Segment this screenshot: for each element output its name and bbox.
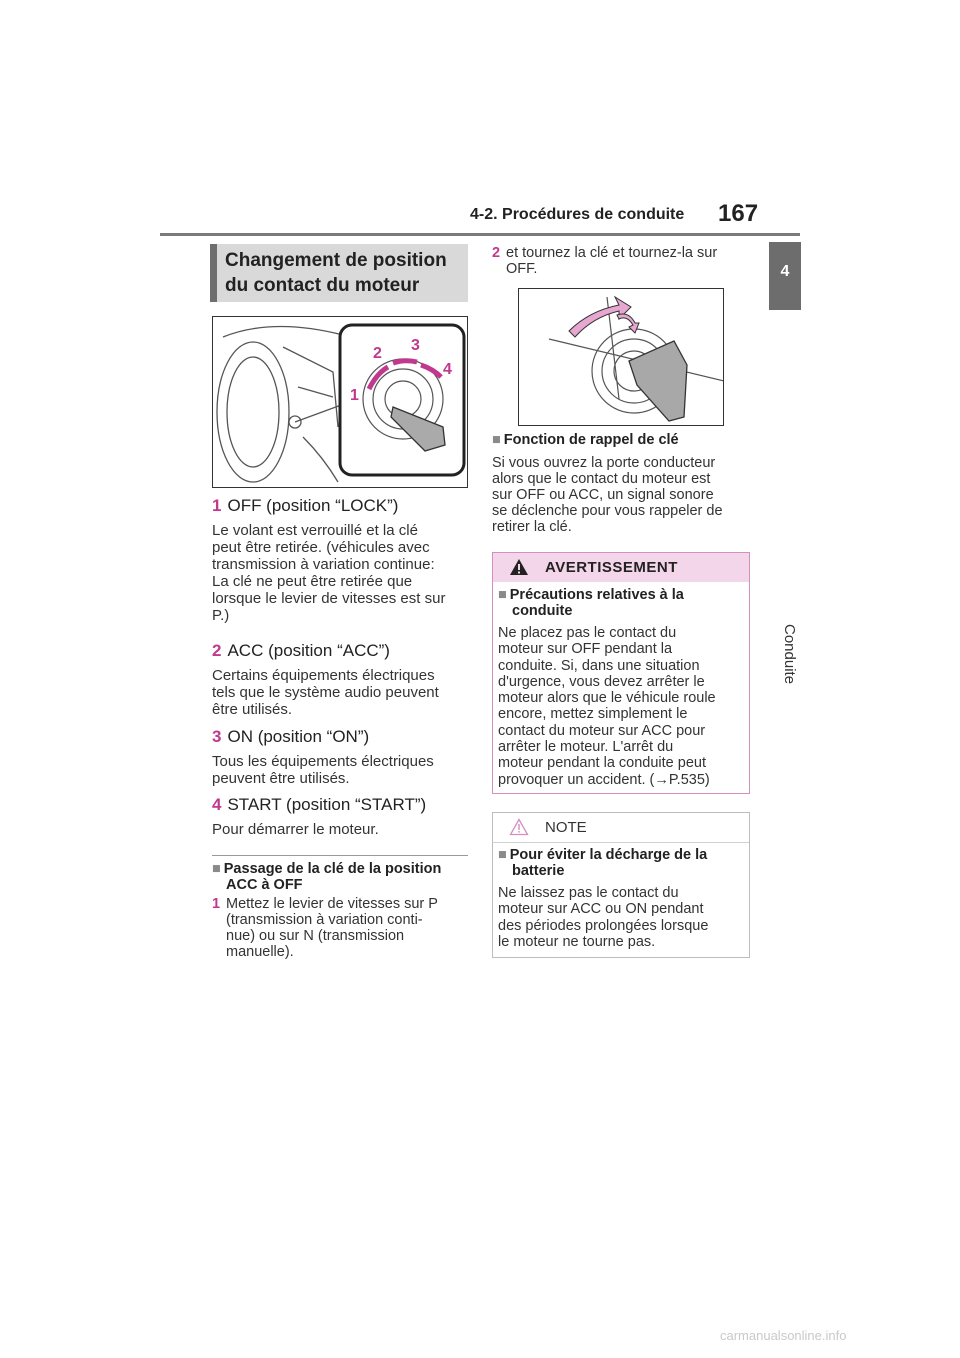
chapter-tab-label: Conduite [781, 624, 798, 685]
key-turn-illustration [519, 289, 723, 425]
key-turn-figure [518, 288, 724, 426]
warning-triangle-icon [509, 558, 529, 576]
position-3-description: Tous les équipements électriques peuvent être utilisés. [212, 753, 434, 787]
warning-title-bar [493, 553, 749, 582]
section-heading: Changement de position du contact du moteur [210, 244, 468, 302]
figure-label-1: 1 [350, 387, 359, 404]
square-bullet-icon: ■ [212, 861, 221, 877]
warning-title: AVERTISSEMENT [545, 559, 678, 576]
position-1-label: 1 OFF (position “LOCK”) [212, 496, 399, 515]
position-1-description: Le volant est verrouillé et la clé peut être retirée. (véhicules avec transmission à variation continue: La clé ne peut être retirée que lorsque le levier de vitesses est sur P.) [212, 522, 446, 624]
acc-to-off-step-2: 2 et tournez la clé et tournez-la sur OFF. [492, 245, 718, 277]
ignition-figure [212, 316, 468, 488]
position-3-label: 3 ON (position “ON”) [212, 727, 370, 746]
note-title-bar [493, 813, 749, 843]
section-title: 4-2. Procédures de conduite [470, 206, 685, 223]
square-bullet-icon: ■ [498, 847, 507, 863]
square-bullet-icon: ■ [492, 432, 501, 448]
position-4-description: Pour démarrer le moteur. [212, 821, 379, 838]
position-4-label: 4 START (position “START”) [212, 795, 427, 814]
note-text: Ne laissez pas le contact du moteur sur ACC ou ON pendant des périodes prolongées lorsque le moteur ne tourne pas. [498, 885, 709, 950]
caution-triangle-icon [509, 818, 529, 836]
warning-text: Ne placez pas le contact du moteur sur OFF pendant la conduite. Si, dans une situation d'urgence, vous devez arrêter le moteur alors que le véhicule roule encore, mettez simplement le contact du moteur sur ACC pour arrêter le moteur. L'arrêt du moteur pendant la conduite peut provoquer un accident. (→P.535) [498, 625, 716, 788]
position-2-label: 2 ACC (position “ACC”) [212, 641, 390, 660]
figure-label-4: 4 [443, 361, 452, 378]
figure-label-3: 3 [411, 337, 420, 354]
figure-label-2: 2 [373, 345, 382, 362]
acc-to-off-heading: ■ Passage de la clé de la position ACC à OFF [212, 861, 442, 893]
position-2-description: Certains équipements électriques tels que le système audio peuvent être utilisés. [212, 667, 439, 718]
square-bullet-icon: ■ [498, 587, 507, 603]
divider [212, 855, 468, 856]
key-reminder-heading: ■ Fonction de rappel de clé [492, 432, 679, 448]
chapter-tab-number: 4 [780, 263, 790, 280]
page-number: 167 [718, 200, 759, 227]
note-heading: ■ Pour éviter la décharge de la batterie [498, 847, 708, 879]
note-title: NOTE [545, 819, 587, 836]
header-rule [160, 233, 800, 236]
acc-to-off-step-1: 1 Mettez le levier de vitesses sur P (transmission à variation conti- nue) ou sur N (transmission manuelle). [212, 896, 438, 960]
key-reminder-text: Si vous ouvrez la porte conducteur alors que le contact du moteur est sur OFF ou ACC, un signal sonore se déclenche pour vous rappeler de retirer la clé. [492, 455, 723, 535]
footer-watermark[interactable]: carmanualsonline.info [720, 1328, 847, 1343]
warning-heading: ■ Précautions relatives à la conduite [498, 587, 684, 619]
ignition-illustration [213, 317, 467, 487]
